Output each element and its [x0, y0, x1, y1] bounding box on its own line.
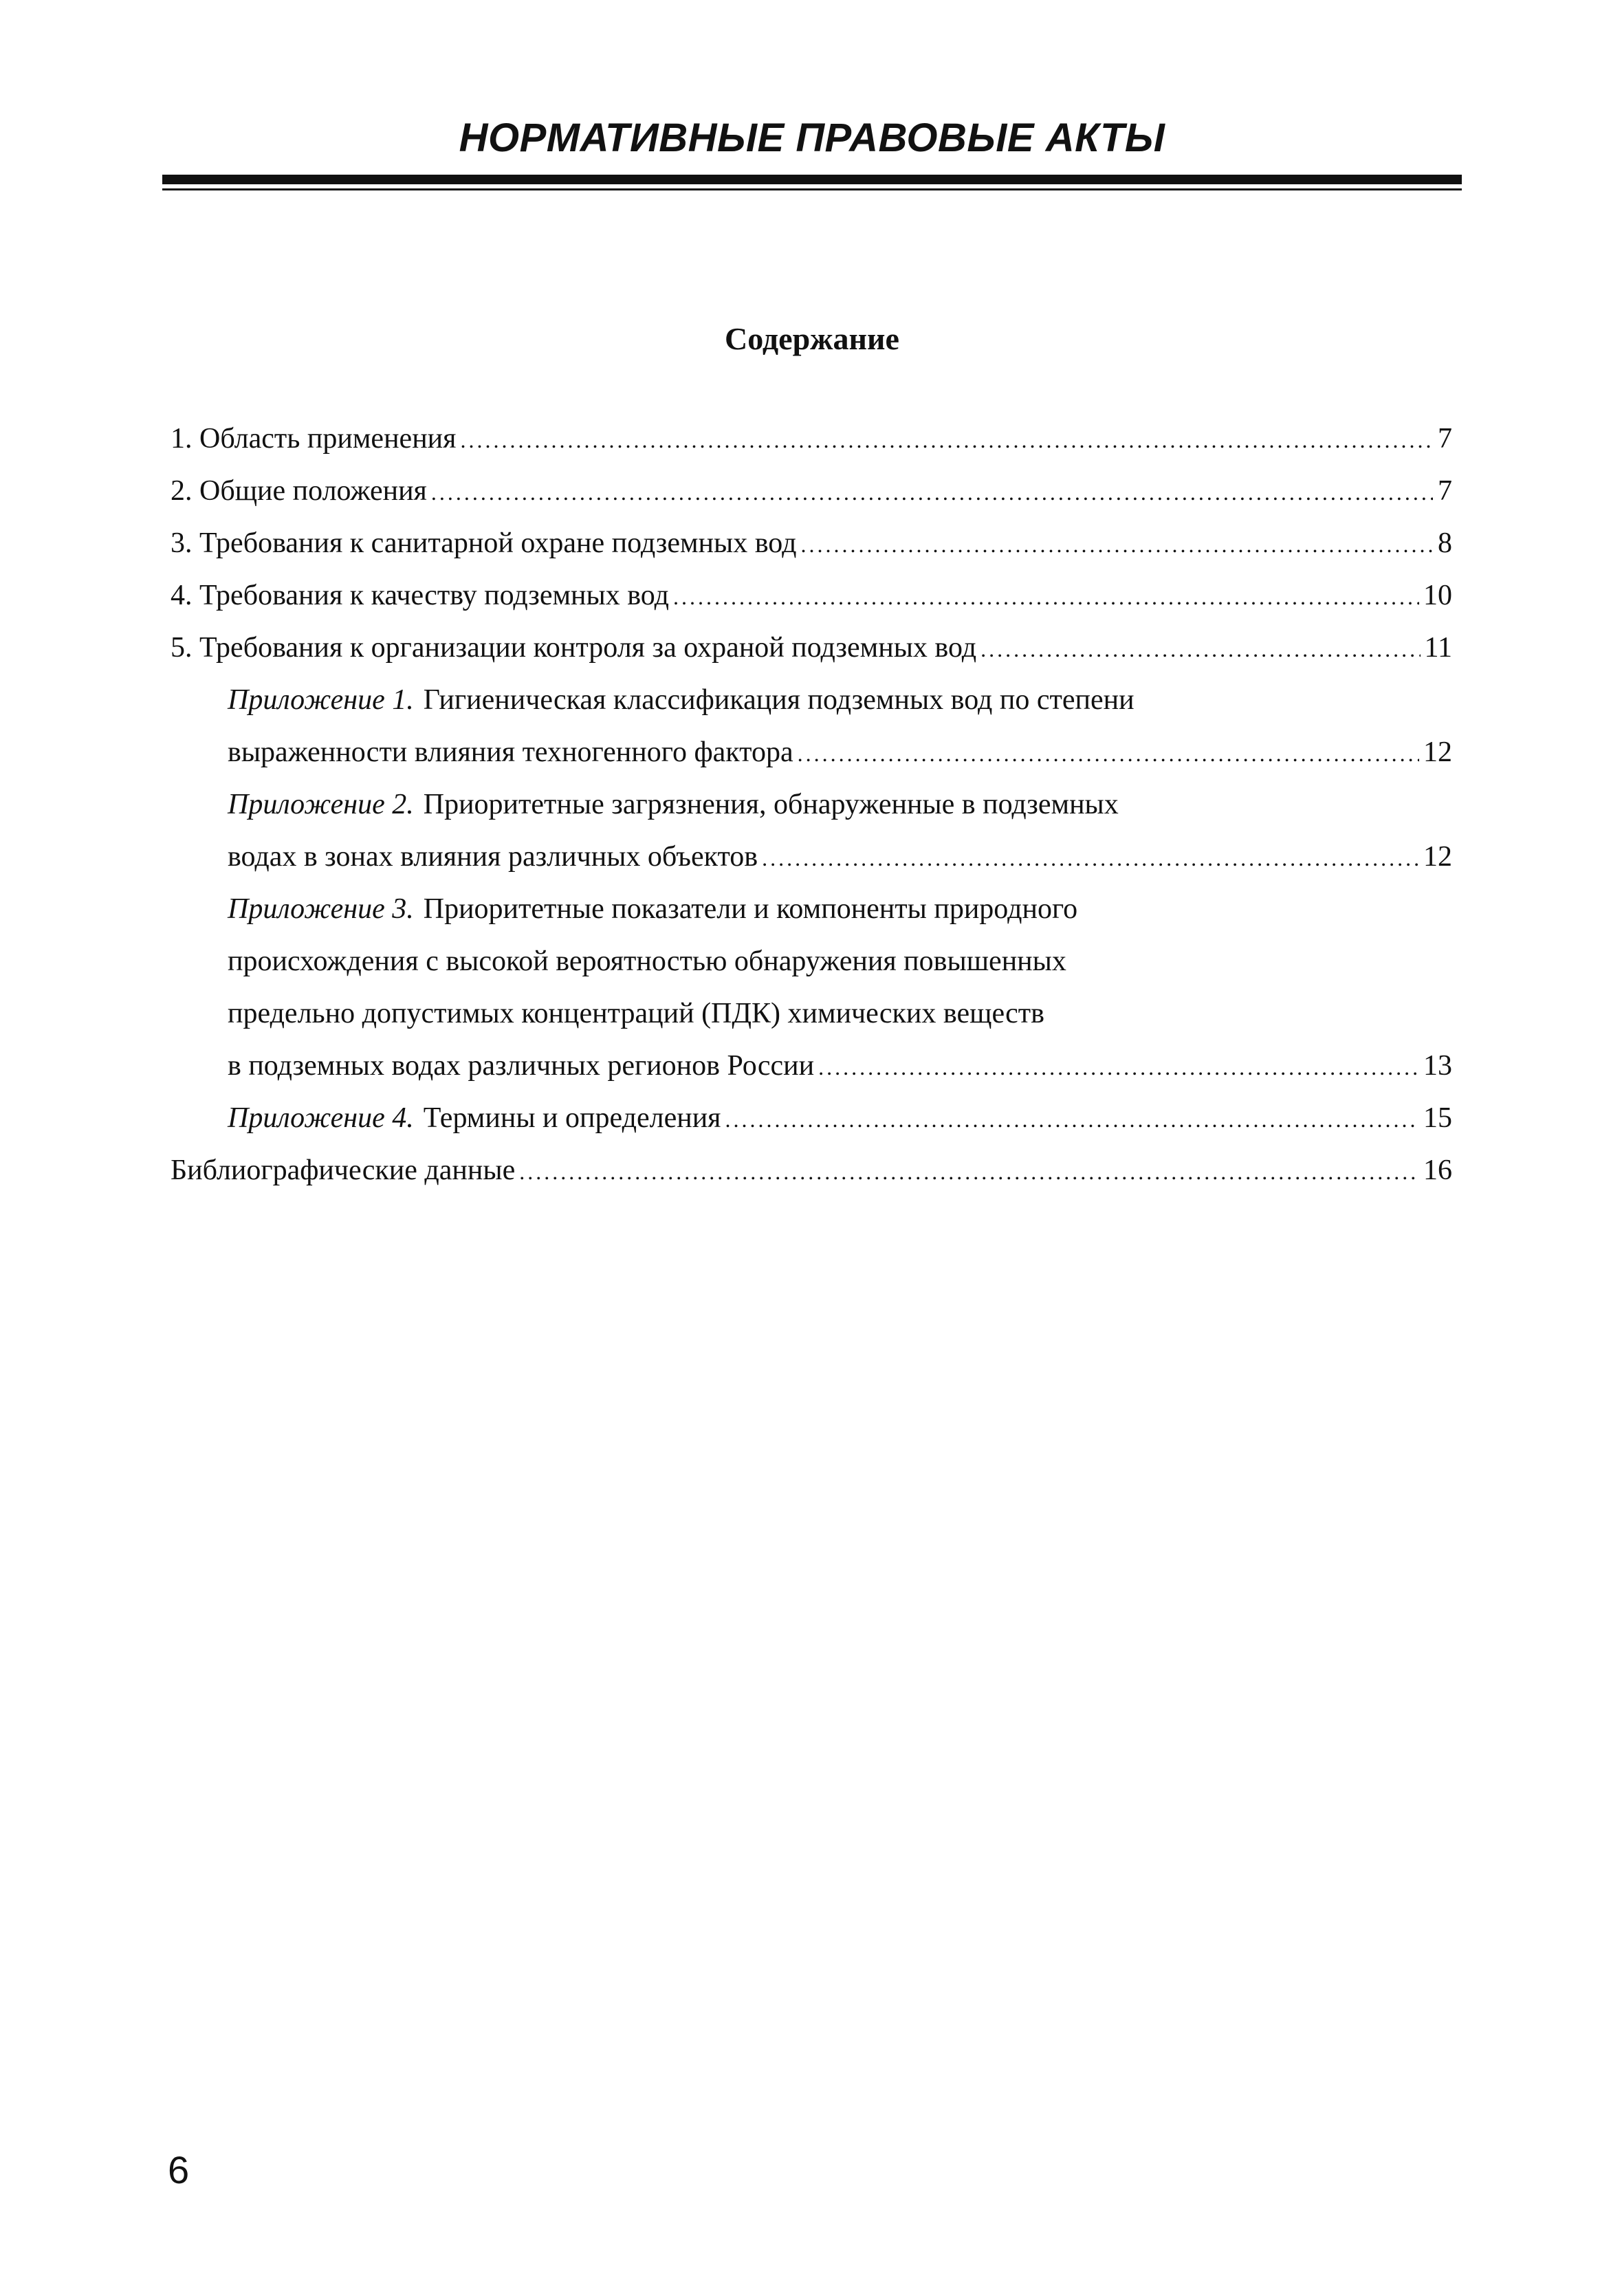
header-rule-thin	[162, 188, 1462, 190]
appendix-text-line: предельно допустимых концентраций (ПДК) химических веществ	[228, 998, 1044, 1029]
running-title: НОРМАТИВНЫЕ ПРАВОВЫЕ АКТЫ	[459, 116, 1165, 160]
appendix-label: Приложение 1.	[228, 684, 414, 716]
toc-appendix-2[interactable]	[171, 778, 1452, 831]
toc-entry-text: 4. Требования к качеству подземных вод	[171, 580, 669, 611]
toc-appendix-3-cont[interactable]	[171, 935, 1452, 987]
dot-leader	[431, 466, 1433, 518]
toc-entry-text: 3. Требования к санитарной охране подземных вод	[171, 527, 797, 559]
dot-leader	[818, 1041, 1419, 1093]
toc-entry-page: 15	[1423, 1102, 1452, 1134]
toc-entry-page: 10	[1423, 580, 1452, 611]
toc-appendix-4[interactable]	[171, 1092, 1452, 1144]
toc-entry[interactable]	[171, 622, 1452, 674]
toc-entry[interactable]	[171, 569, 1452, 622]
table-of-contents	[171, 413, 1452, 1196]
appendix-text-line: Приоритетные показатели и компоненты природного	[423, 893, 1078, 925]
toc-entry-text: Библиографические данные	[171, 1155, 516, 1186]
appendix-text-line: водах в зонах влияния различных объектов	[228, 841, 758, 873]
dot-leader	[980, 623, 1420, 675]
appendix-text-line: Приоритетные загрязнения, обнаруженные в подземных	[423, 789, 1119, 820]
toc-entry-page: 12	[1423, 736, 1452, 768]
appendix-label: Приложение 2.	[228, 789, 414, 820]
toc-entry-page: 7	[1438, 423, 1452, 455]
page-number: 6	[168, 2148, 190, 2191]
dot-leader	[800, 518, 1433, 571]
dot-leader	[673, 571, 1419, 623]
dot-leader	[725, 1093, 1420, 1146]
toc-appendix-2-cont[interactable]	[171, 831, 1452, 883]
toc-entry[interactable]	[171, 517, 1452, 569]
appendix-text-line: происхождения с высокой вероятностью обнаружения повышенных	[228, 945, 1066, 977]
dot-leader	[460, 414, 1433, 466]
appendix-text-line: выраженности влияния техногенного фактора	[228, 736, 793, 768]
toc-entry-bibliography[interactable]	[171, 1144, 1452, 1196]
toc-appendix-3-cont[interactable]	[171, 1040, 1452, 1092]
dot-leader	[798, 728, 1419, 780]
dot-leader	[519, 1146, 1419, 1198]
toc-entry-page: 16	[1423, 1155, 1452, 1186]
toc-appendix-3[interactable]	[171, 883, 1452, 935]
appendix-text-line: в подземных водах различных регионов России	[228, 1050, 815, 1082]
toc-entry-page: 11	[1424, 632, 1452, 664]
toc-appendix-1-cont[interactable]	[171, 726, 1452, 778]
appendix-text-line: Термины и определения	[423, 1102, 721, 1134]
toc-entry[interactable]	[171, 465, 1452, 517]
toc-entry-text: 2. Общие положения	[171, 475, 427, 507]
toc-entry-text: 5. Требования к организации контроля за охраной подземных вод	[171, 632, 977, 664]
toc-entry-page: 12	[1423, 841, 1452, 873]
dot-leader	[762, 832, 1419, 884]
appendix-label: Приложение 4.	[228, 1102, 414, 1134]
toc-entry[interactable]	[171, 413, 1452, 465]
toc-entry-page: 7	[1438, 475, 1452, 507]
appendix-text-line: Гигиеническая классификация подземных вод по степени	[423, 684, 1135, 716]
header-rule-thick	[162, 175, 1462, 184]
toc-entry-page: 13	[1423, 1050, 1452, 1082]
toc-appendix-1[interactable]	[171, 674, 1452, 726]
toc-entry-page: 8	[1438, 527, 1452, 559]
toc-title: Содержание	[725, 321, 899, 356]
toc-entry-text: 1. Область применения	[171, 423, 457, 455]
toc-appendix-3-cont[interactable]	[171, 987, 1452, 1040]
appendix-label: Приложение 3.	[228, 893, 414, 925]
